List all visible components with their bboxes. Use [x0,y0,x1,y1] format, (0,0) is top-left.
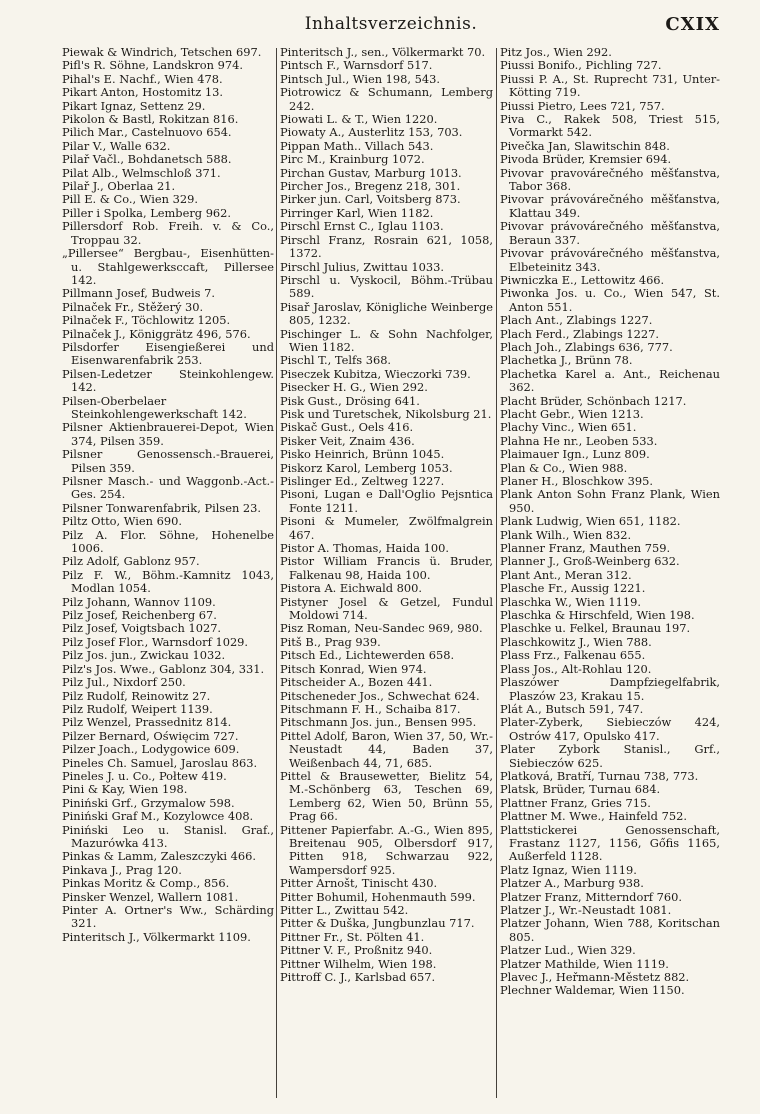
index-entry: Plechner Waldemar, Wien 1150. [500,983,685,998]
index-entry: Plasche Fr., Aussig 1221. [500,581,646,596]
index-entry: Plaschkowitz J., Wien 788. [500,634,652,649]
index-entry: Pilzer Bernard, Oświęcim 727. [62,728,239,743]
index-entry: Pirschl Ernst C., Iglau 1103. [280,219,444,234]
index-entry: Pitter L., Zwittau 542. [280,903,409,917]
index-entry: Pilsner Masch.- und Waggonb.-Act.-Ges. 254. [62,474,274,502]
index-entry: Pilsner Tonwarenfabrik, Pilsen 23. [62,500,262,515]
index-entry: Plank Wilh., Wien 832. [500,527,632,542]
index-entry: Planer H., Bloschkow 395. [500,474,653,488]
index-entry: Pitter & Duška, Jungbunzlau 717. [280,916,475,931]
index-entry: Plass Frz., Falkenau 655. [500,648,646,663]
index-entry: Pippan Math.. Villach 543. [280,138,434,153]
index-entry: Pittner V. F., Proßnitz 940. [280,943,433,958]
index-entry: Pivoda Brüder, Kremsier 694. [500,152,672,167]
index-entry: Pihal's E. Nachf., Wien 478. [62,71,223,86]
index-entry: Pitschmann Jos. jun., Bensen 995. [280,715,477,730]
index-entry: Plavec J., Heřmann-Městetz 882. [500,970,690,985]
index-entry: Planner Franz, Mauthen 759. [500,541,671,556]
index-entry: Pitter Arnošt, Tinischt 430. [280,876,438,891]
index-entry: Piewak & Windrich, Tetschen 697. [62,46,262,59]
index-entry: Pilař J., Oberlaa 21. [62,179,176,194]
index-entry: Piussi P. A., St. Ruprecht 731, Unter-Kötting 719. [500,71,720,100]
index-entry: Pitter Bohumil, Hohenmauth 599. [280,889,476,904]
index-entry: Plachy Vinc., Wien 651. [500,420,637,435]
index-columns [62,46,720,1104]
index-entry: Pilsen-Ledetzer Steinkohlengew. 142. [62,366,274,395]
index-entry: Pistor William Francis ü. Bruder, Falkenau 98, Haida 100. [280,554,493,582]
index-entry: Piseczek Kubitza, Wieczorki 739. [280,366,471,381]
index-entry: Pilz Josef, Voigtsbach 1027. [62,621,222,636]
index-entry: Pittener Papierfabr. A.-G., Wien 895, Breitenau 905, Olbersdorf 917, Pitten 918, Schwarzau 922, Wampersdorf 925. [280,822,493,877]
index-entry: Pisk und Turetschek, Nikolsburg 21. [280,406,492,421]
index-entry: Plach Ferd., Zlabings 1227. [500,326,660,341]
index-entry: Plaschka W., Wien 1119. [500,594,642,609]
index-entry: Pircher Jos., Bregenz 218, 301. [280,179,461,194]
index-entry: Plaimauer Ign., Lunz 809. [500,447,650,462]
index-entry: Pittroff C. J., Karlsbad 657. [280,970,436,985]
index-entry: Pinsker Wenzel, Wallern 1081. [62,889,239,904]
page-header [62,14,720,40]
index-entry: Pilar V., Walle 632. [62,138,171,153]
index-entry: Plahna He nr., Leoben 533. [500,433,658,448]
index-entry: Plach Joh., Zlabings 636, 777. [500,339,673,354]
index-entry: Pisker Veit, Znaim 436. [280,433,415,448]
index-entry: Pisko Heinrich, Brünn 1045. [280,447,445,462]
index-entry: Pisk Gust., Drösing 641. [280,393,420,408]
index-entry: Piva C., Rakek 508, Triest 515, Vormarkt 542. [500,112,720,140]
index-entry: Platzer Johann, Wien 788, Koritschan 805. [500,916,720,944]
index-entry: Pilz F. W., Böhm.-Kamnitz 1043, Modlan 1054. [62,567,274,596]
index-entry: Pilnaček J., Königgrätz 496, 576. [62,326,251,341]
index-entry: Piller i Spolka, Lemberg 962. [62,205,232,220]
index-entry: Pisař Jaroslav, Königliche Weinberge 805, 1232. [280,299,493,328]
index-entry: Pilz Rudolf, Reinowitz 27. [62,688,211,703]
index-entry: Pintsch Jul., Wien 198, 543. [280,71,441,86]
index-entry: Pirc M., Krainburg 1072. [280,152,425,167]
index-entry: Pirschl u. Vyskocil, Böhm.-Trübau 589. [280,272,493,301]
index-entry: Pillmann Josef, Budweis 7. [62,286,216,301]
index-entry: Plank Ludwig, Wien 651, 1182. [500,514,681,529]
index-entry: Planner J., Groß-Weinberg 632. [500,554,680,569]
index-entry: Pinteritsch J., Völkermarkt 1109. [62,929,251,944]
index-entry: Pilz's Jos. Wwe., Gablonz 304, 331. [62,661,265,676]
index-entry: Plan & Co., Wien 988. [500,460,628,475]
index-entry: Platzer Franz, Mitterndorf 760. [500,889,682,904]
index-entry: Pisecker H. G., Wien 292. [280,380,428,395]
index-entry: Pinter A. Ortner's Ww., Schärding 321. [62,903,274,931]
index-entry: Pilnaček F., Töchlowitz 1205. [62,313,231,328]
index-entry: Pintsch F., Warnsdorf 517. [280,58,433,73]
index-entry: Platzer Lud., Wien 329. [500,943,636,958]
index-column-1 [62,46,274,1104]
index-entry: Pilsner Aktienbrauerei-Depot, Wien 374, Pilsen 359. [62,420,274,448]
index-entry: Pitš B., Prag 939. [280,634,381,649]
index-entry: Pitz Jos., Wien 292. [500,46,612,59]
index-entry: Pisoni, Lugan e Dall'Oglio Pejsntica Fonte 1211. [280,487,493,515]
index-entry: Pilz A. Flor. Söhne, Hohenelbe 1006. [62,527,274,556]
index-entry: Plater Zybork Stanisl., Grf., Siebieczów 625. [500,742,720,770]
index-entry: Pini & Kay, Wien 198. [62,782,188,797]
index-entry: Pischinger L. & Sohn Nachfolger, Wien 1182. [280,326,493,354]
index-entry: Pifl's R. Söhne, Landskron 974. [62,58,243,73]
index-entry: Pilz Josef Flor., Warnsdorf 1029. [62,634,249,649]
index-entry: Placht Brüder, Schönbach 1217. [500,393,687,408]
index-entry: Pilz Johann, Wannov 1109. [62,594,216,609]
index-entry: Pivovar pravovárečného měšťanstva, Tabor 368. [500,165,720,194]
index-entry: Piowaty A., Austerlitz 153, 703. [280,125,463,140]
index-entry: Pivovar právovárečného měšťanstva, Elbeteinitz 343. [500,246,720,274]
index-entry: Pilz Jul., Nixdorf 250. [62,675,186,690]
index-entry: Pitscheneder Jos., Schwechat 624. [280,688,480,703]
index-entry: Pilz Josef, Reichenberg 67. [62,608,217,623]
index-entry: Pistyner Josel & Getzel, Fundul Moldowi 714. [280,594,493,623]
index-entry: Pikart Anton, Hostomitz 13. [62,85,224,100]
index-entry: Plant Ant., Meran 312. [500,567,632,582]
index-entry: Pilnaček Fr., Stěžerý 30. [62,299,204,314]
index-entry: Plattner Franz, Gries 715. [500,795,651,810]
index-entry: Pilsen-Oberbelaer Steinkohlengewerkschaft 142. [62,393,247,421]
index-column-3 [500,46,720,1104]
index-entry: Pilař Vačl., Bohdanetsch 588. [62,152,232,167]
index-entry: Piussi Pietro, Lees 721, 757. [500,98,665,113]
index-entry: Pilz Rudolf, Weipert 1139. [62,701,213,716]
index-entry: Pinkas & Lamm, Zaleszczyki 466. [62,849,257,864]
index-entry: Pittner Fr., St. Pölten 41. [280,929,425,944]
index-entry: Piwonka Jos. u. Co., Wien 547, St. Anton 551. [500,286,720,314]
index-entry: Pitscheider A., Bozen 441. [280,675,433,690]
index-entry: Pilz Wenzel, Prassednitz 814. [62,715,232,730]
index-entry: Piskač Gust., Oels 416. [280,420,414,435]
index-entry: Pinkas Moritz & Comp., 856. [62,876,230,891]
index-entry: Pinteritsch J., sen., Völkermarkt 70. [280,46,486,59]
column-divider [496,48,497,1098]
index-entry: Pill E. & Co., Wien 329. [62,192,198,207]
index-entry: Pilz Jos. jun., Zwickau 1032. [62,648,226,663]
index-entry: Pinkava J., Prag 120. [62,862,182,877]
index-entry: Pikolon & Bastl, Rokitzan 816. [62,112,239,127]
index-entry: Platz Ignaz, Wien 1119. [500,862,637,877]
index-entry: Pirchan Gustav, Marburg 1013. [280,165,462,180]
index-entry: Pineles J. u. Co., Połtew 419. [62,768,227,783]
index-entry: Platzer Mathilde, Wien 1119. [500,956,669,971]
index-entry: Plater-Zyberk, Siebieczów 424, Ostrów 417, Opulsko 417. [500,715,720,743]
index-entry: Plaschka & Hirschfeld, Wien 198. [500,608,695,623]
index-entry: Piniński Grf., Grzymalow 598. [62,795,235,810]
index-entry: Plank Anton Sohn Franz Plank, Wien 950. [500,487,720,515]
index-entry: Pislinger Ed., Zeltweg 1227. [280,474,445,488]
index-entry: Pitsch Ed., Lichtewerden 658. [280,648,455,663]
index-entry: Plaszówer Dampfziegelfabrik, Plaszów 23, Krakau 15. [500,675,720,703]
page-number: CXIX [665,14,720,35]
index-entry: Pilz Adolf, Gablonz 957. [62,554,200,569]
index-entry: Pilich Mar., Castelnuovo 654. [62,125,232,140]
index-entry: Pittel Adolf, Baron, Wien 37, 50, Wr.-Neustadt 44, Baden 37, Weißenbach 44, 71, 685. [280,728,493,770]
index-entry: Pittel & Brausewetter, Bielitz 54, M.-Schönberg 63, Teschen 69, Lemberg 62, Wien 50, Brünn 55, Prag 66. [280,768,493,824]
index-entry: Piskorz Karol, Lemberg 1053. [280,460,453,475]
index-entry: „Pillersee“ Bergbau-, Eisenhütten- u. Stahlgewerksccaft, Pillersee 142. [62,246,274,287]
index-entry: Plattner M. Wwe., Hainfeld 752. [500,809,687,824]
index-entry: Piowati L. & T., Wien 1220. [280,112,438,127]
index-entry: Pirringer Karl, Wien 1182. [280,205,434,220]
index-entry: Pilat Alb., Welmschloß 371. [62,165,221,180]
index-entry: Pivovar právovárečného měšťanstva, Klattau 349. [500,192,720,220]
index-entry: Placht Gebr., Wien 1213. [500,406,644,421]
index-entry: Pikart Ignaz, Settenz 29. [62,98,206,113]
index-entry: Piwniczka E., Lettowitz 466. [500,272,665,287]
index-entry: Pisz Roman, Neu-Sandec 969, 980. [280,621,483,636]
index-entry: Plaschke u. Felkel, Braunau 197. [500,621,691,636]
index-entry: Pischl T., Telfs 368. [280,353,392,368]
index-entry: Plattstickerei Genossenschaft, Frastanz 1127, 1156, Gőfis 1165, Außerfeld 1128. [500,822,720,864]
index-entry: Pisoni & Mumeler, Zwölfmalgrein 467. [280,514,493,542]
column-divider [276,48,277,1098]
index-entry: Plass Jos., Alt-Rohlau 120. [500,661,652,676]
index-entry: Platsk, Brüder, Turnau 684. [500,782,661,797]
index-entry: Platzer A., Marburg 938. [500,876,644,891]
index-entry: Pivovar právovárečného měšťanstva, Beraun 337. [500,219,720,247]
index-entry: Pitsch Konrad, Wien 974. [280,661,427,676]
index-entry: Piussi Bonifo., Pichling 727. [500,58,662,73]
index-entry: Pitschmann F. H., Schaiba 817. [280,701,461,716]
index-column-2 [280,46,493,1104]
index-entry: Pistor A. Thomas, Haida 100. [280,541,450,556]
index-entry: Pilsdorfer Eisengießerei und Eisenwarenfabrik 253. [62,339,274,368]
index-entry: Pirschl Julius, Zwittau 1033. [280,259,445,274]
index-entry: Piotrowicz & Schumann, Lemberg 242. [280,85,493,113]
index-entry: Piniński Graf M., Kozylowce 408. [62,809,254,824]
index-entry: Piltz Otto, Wien 690. [62,514,182,529]
index-entry: Platzer J., Wr.-Neustadt 1081. [500,903,672,917]
index-entry: Pirker jun. Carl, Voitsberg 873. [280,192,461,207]
index-entry: Plachetka Karel a. Ant., Reichenau 362. [500,366,720,395]
index-entry: Piniński Leo u. Stanisl. Graf., Mazurówka 413. [62,822,274,850]
index-entry: Pirschl Franz, Rosrain 621, 1058, 1372. [280,232,493,261]
index-entry: Plát A., Butsch 591, 747. [500,701,644,716]
index-entry: Platková, Bratří, Turnau 738, 773. [500,768,699,783]
index-entry: Pilsner Genossensch.-Brauerei, Pilsen 359. [62,447,274,475]
index-entry: Plach Ant., Zlabings 1227. [500,313,653,328]
index-entry: Pittner Wilhelm, Wien 198. [280,956,437,971]
index-entry: Pivečka Jan, Slawitschin 848. [500,138,670,153]
index-entry: Pistora A. Eichwald 800. [280,581,423,596]
index-entry: Plachetka J., Brünn 78. [500,353,633,368]
index-entry: Pineles Ch. Samuel, Jaroslau 863. [62,755,258,770]
index-entry: Pilzer Joach., Lodygowice 609. [62,742,240,757]
page-title: Inhaltsverzeichnis. [304,14,478,34]
index-entry: Pillersdorf Rob. Freih. v. & Co., Troppau 32. [62,219,274,247]
